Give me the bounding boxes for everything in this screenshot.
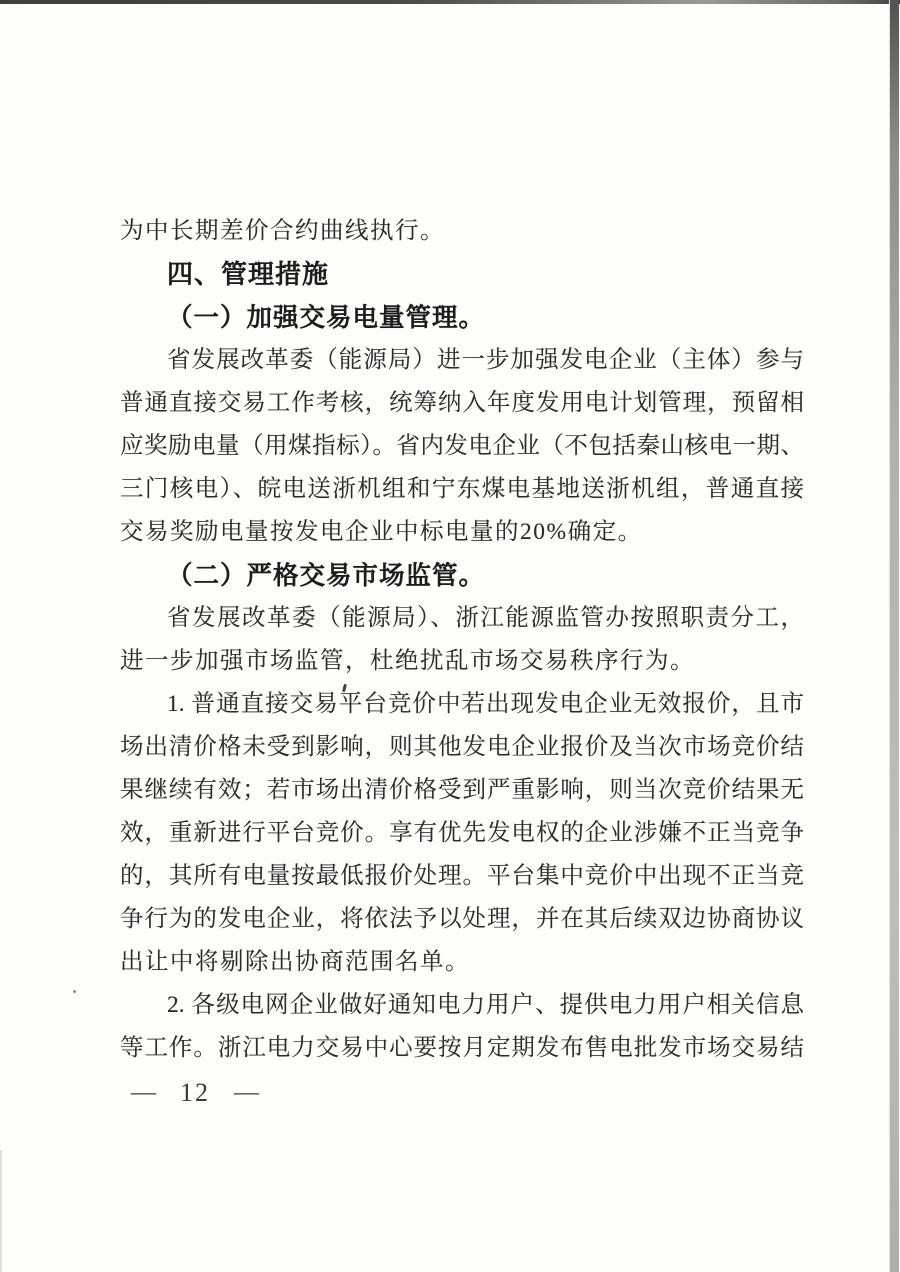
text-line: 效，重新进行平台竞价。享有优先发电权的企业涉嫌不正当竞争 — [120, 820, 804, 846]
footer-dash-left: — — [131, 1079, 156, 1106]
text-line: 普通直接交易工作考核，统筹纳入年度发用电计划管理，预留相 — [120, 390, 804, 416]
text-line: 出让中将剔除出协商范围名单。 — [120, 949, 470, 975]
scan-edge-top — [0, 0, 900, 4]
section-heading: 四、管理措施 — [167, 259, 330, 289]
text-line: 场出清价格未受到影响，则其他发电企业报价及当次市场竞价结 — [120, 734, 804, 760]
scan-edge-right — [889, 0, 899, 1272]
text-line: 省发展改革委（能源局）进一步加强发电企业（主体）参与 — [167, 347, 804, 373]
page-number: 12 — [180, 1078, 210, 1107]
footer-dash-right: — — [234, 1079, 259, 1106]
subsection-heading: （二）严格交易市场监管。 — [167, 561, 486, 590]
text-line: 三门核电）、皖电送浙机组和宁东煤电基地送浙机组，普通直接 — [120, 476, 804, 502]
text-line: 交易奖励电量按发电企业中标电量的20%确定。 — [120, 519, 643, 545]
scan-speck — [73, 990, 76, 993]
text-line: 进一步加强市场监管，杜绝扰乱市场交易秩序行为。 — [120, 648, 695, 674]
page-number-footer — [131, 1076, 259, 1110]
subsection-heading: （一）加强交易电量管理。 — [167, 303, 486, 332]
document-body — [120, 210, 804, 1070]
text-line: 应奖励电量（用煤指标）。省内发电企业（不包括秦山核电一期、 — [120, 433, 804, 459]
text-line: 的，其所有电量按最低报价处理。平台集中竞价中出现不正当竞 — [120, 863, 804, 889]
text-line: 省发展改革委（能源局）、浙江能源监管办按照职责分工， — [167, 605, 804, 631]
text-line: 争行为的发电企业，将依法予以处理，并在其后续双边协商协议 — [120, 906, 804, 932]
text-line: 等工作。浙江电力交易中心要按月定期发布售电批发市场交易结 — [120, 1035, 804, 1061]
numbered-item-line: 1. 普通直接交易平台竞价中若出现发电企业无效报价，且市 — [167, 691, 804, 717]
text-line: 为中长期差价合约曲线执行。 — [120, 218, 445, 244]
text-line: 果继续有效；若市场出清价格受到严重影响，则当次竞价结果无 — [120, 777, 804, 803]
scan-edge-left — [0, 1150, 2, 1272]
numbered-item-line: 2. 各级电网企业做好通知电力用户、提供电力用户相关信息 — [167, 992, 804, 1018]
